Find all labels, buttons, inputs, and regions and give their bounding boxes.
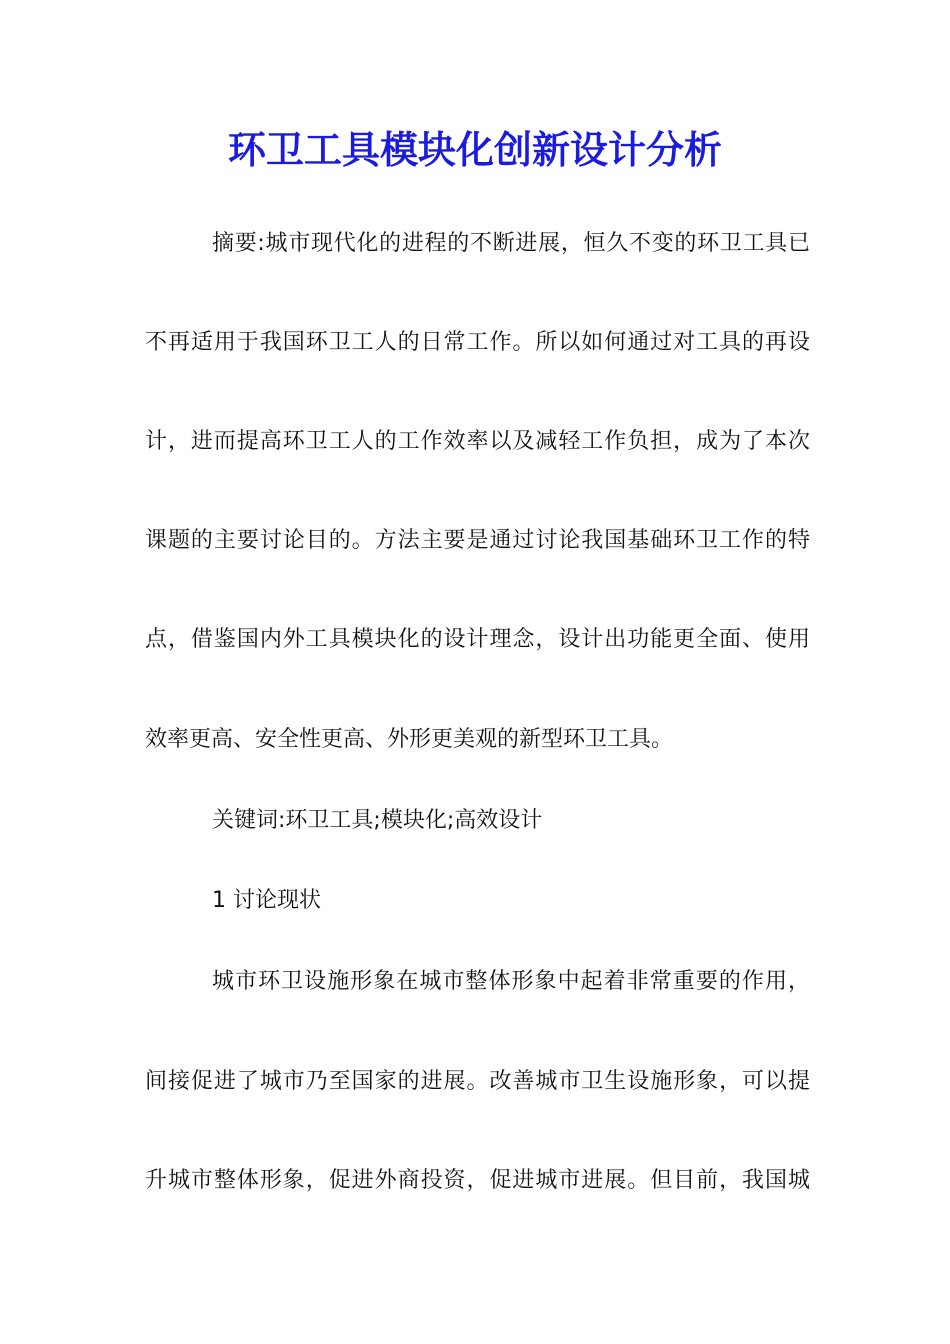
body-line: 间接促进了城市乃至国家的进展。改善城市卫生设施形象，可以提 (145, 1069, 810, 1094)
abstract-line: 点，借鉴国内外工具模块化的设计理念，设计出功能更全面、使用 (145, 627, 810, 652)
section-heading: 1 讨论现状 (212, 888, 321, 913)
abstract-line: 计，进而提高环卫工人的工作效率以及减轻工作负担，成为了本次 (145, 429, 810, 454)
abstract-line: 课题的主要讨论目的。方法主要是通过讨论我国基础环卫工作的特 (145, 528, 810, 553)
abstract-line: 效率更高、安全性更高、外形更美观的新型环卫工具。 (145, 727, 674, 752)
body-line: 城市环卫设施形象在城市整体形象中起着非常重要的作用， (212, 969, 810, 994)
abstract-line: 摘要:城市现代化的进程的不断进展，恒久不变的环卫工具已 (212, 231, 810, 256)
abstract-line: 不再适用于我国环卫工人的日常工作。所以如何通过对工具的再设 (145, 330, 810, 355)
body-line: 升城市整体形象，促进外商投资，促进城市进展。但目前，我国城 (145, 1168, 810, 1193)
document-title: 环卫工具模块化创新设计分析 (227, 127, 722, 172)
keywords-line: 关键词:环卫工具;模块化;高效设计 (212, 808, 543, 833)
